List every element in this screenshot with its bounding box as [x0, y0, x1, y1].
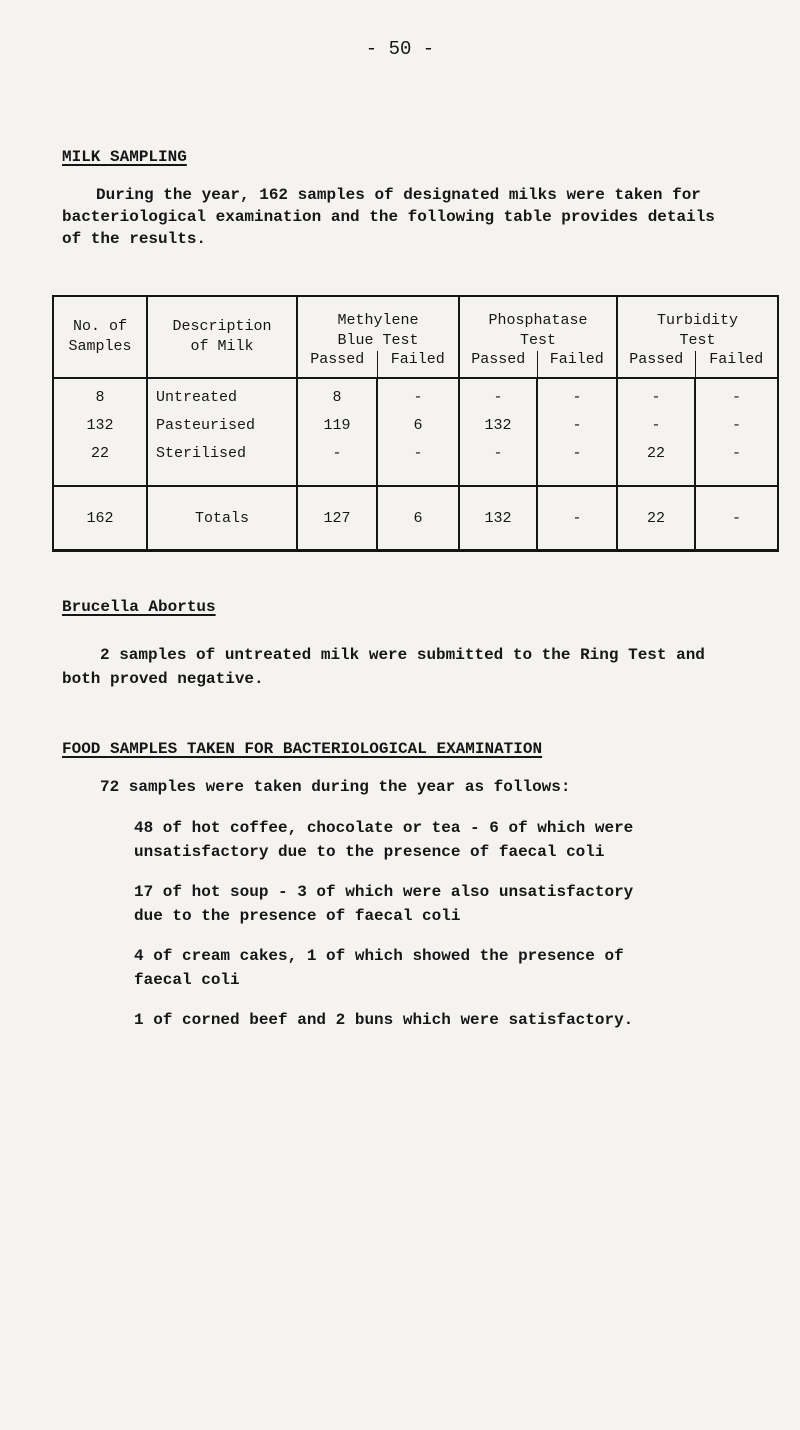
milk-results-table — [52, 295, 779, 552]
list-item-line: 17 of hot soup - 3 of which were also unsatisfactory — [134, 883, 634, 901]
cell-mb-passed: - — [297, 445, 377, 473]
col-header-description — [147, 296, 297, 378]
list-item-line: unsatisfactory due to the presence of faecal coli — [134, 843, 605, 861]
cell-tu-passed: - — [617, 378, 695, 417]
cell-mb-failed: - — [377, 378, 459, 417]
cell-ph-failed: - — [537, 445, 617, 473]
brucella-heading: Brucella Abortus — [62, 598, 216, 616]
col-header-desc-line2: of Milk — [190, 338, 254, 355]
table-totals-row — [53, 486, 778, 551]
list-item — [134, 944, 754, 992]
cell-description: Sterilised — [147, 445, 297, 473]
col-header-passed: Passed — [459, 351, 537, 378]
col-header-failed: Failed — [695, 351, 778, 378]
cell-mb-failed: 6 — [377, 417, 459, 445]
cell-tu-failed: - — [695, 378, 778, 417]
col-header-no-line1: No. of — [72, 318, 127, 335]
cell-total-ph-failed: - — [537, 486, 617, 551]
table-row — [53, 417, 778, 445]
cell-mb-passed: 119 — [297, 417, 377, 445]
cell-ph-passed: 132 — [459, 417, 537, 445]
group-title-line2: Test — [520, 332, 557, 349]
cell-tu-passed: - — [617, 417, 695, 445]
cell-total-mb-failed: 6 — [377, 486, 459, 551]
cell-ph-failed: - — [537, 378, 617, 417]
brucella-line-1: 2 samples of untreated milk were submitted to the Ring Test and — [100, 646, 705, 664]
table-row — [53, 378, 778, 417]
cell-total-tu-failed: - — [695, 486, 778, 551]
cell-description: Pasteurised — [147, 417, 297, 445]
page-number: - 50 - — [365, 38, 435, 60]
list-item-line: 1 of corned beef and 2 buns which were satisfactory. — [134, 1011, 634, 1029]
col-header-no-samples — [53, 296, 147, 378]
col-header-desc-line1: Description — [172, 318, 272, 335]
group-title-line2: Blue Test — [337, 332, 419, 349]
milk-sampling-heading: MILK SAMPLING — [62, 148, 187, 166]
cell-description: Untreated — [147, 378, 297, 417]
milk-intro-line-3: of the results. — [62, 230, 207, 248]
cell-ph-passed: - — [459, 378, 537, 417]
table-header-row — [53, 296, 778, 351]
list-item — [134, 1008, 754, 1032]
list-item-line: faecal coli — [134, 971, 240, 989]
cell-ph-passed: - — [459, 445, 537, 473]
group-title-line1: Methylene — [337, 312, 419, 329]
list-item — [134, 816, 754, 864]
col-header-no-line2: Samples — [68, 338, 132, 355]
cell-no: 132 — [53, 417, 147, 445]
group-title-line1: Phosphatase — [488, 312, 588, 329]
cell-mb-failed: - — [377, 445, 459, 473]
table-spacer-row — [53, 473, 778, 486]
col-header-failed: Failed — [377, 351, 459, 378]
col-group-methylene-blue — [297, 296, 459, 351]
cell-no: 8 — [53, 378, 147, 417]
col-header-passed: Passed — [617, 351, 695, 378]
cell-total-mb-passed: 127 — [297, 486, 377, 551]
list-item — [134, 880, 754, 928]
cell-total-no: 162 — [53, 486, 147, 551]
cell-tu-failed: - — [695, 417, 778, 445]
list-item-line: 4 of cream cakes, 1 of which showed the presence of — [134, 947, 624, 965]
milk-intro-line-2: bacteriological examination and the following table provides details — [62, 208, 715, 226]
cell-no: 22 — [53, 445, 147, 473]
cell-total-label: Totals — [147, 486, 297, 551]
group-title-line2: Test — [679, 332, 716, 349]
table-row — [53, 445, 778, 473]
group-title-line1: Turbidity — [657, 312, 739, 329]
food-samples-heading: FOOD SAMPLES TAKEN FOR BACTERIOLOGICAL EXAMINATION — [62, 740, 543, 758]
col-group-turbidity — [617, 296, 778, 351]
col-header-failed: Failed — [537, 351, 617, 378]
cell-tu-passed: 22 — [617, 445, 695, 473]
food-intro: 72 samples were taken during the year as follows: — [100, 778, 571, 796]
cell-total-ph-passed: 132 — [459, 486, 537, 551]
cell-ph-failed: - — [537, 417, 617, 445]
milk-intro-line-1: During the year, 162 samples of designated milks were taken for — [96, 186, 701, 204]
cell-mb-passed: 8 — [297, 378, 377, 417]
cell-tu-failed: - — [695, 445, 778, 473]
col-header-passed: Passed — [297, 351, 377, 378]
list-item-line: due to the presence of faecal coli — [134, 907, 461, 925]
brucella-line-2: both proved negative. — [62, 670, 264, 688]
col-group-phosphatase — [459, 296, 617, 351]
list-item-line: 48 of hot coffee, chocolate or tea - 6 of which were — [134, 819, 634, 837]
cell-total-tu-passed: 22 — [617, 486, 695, 551]
